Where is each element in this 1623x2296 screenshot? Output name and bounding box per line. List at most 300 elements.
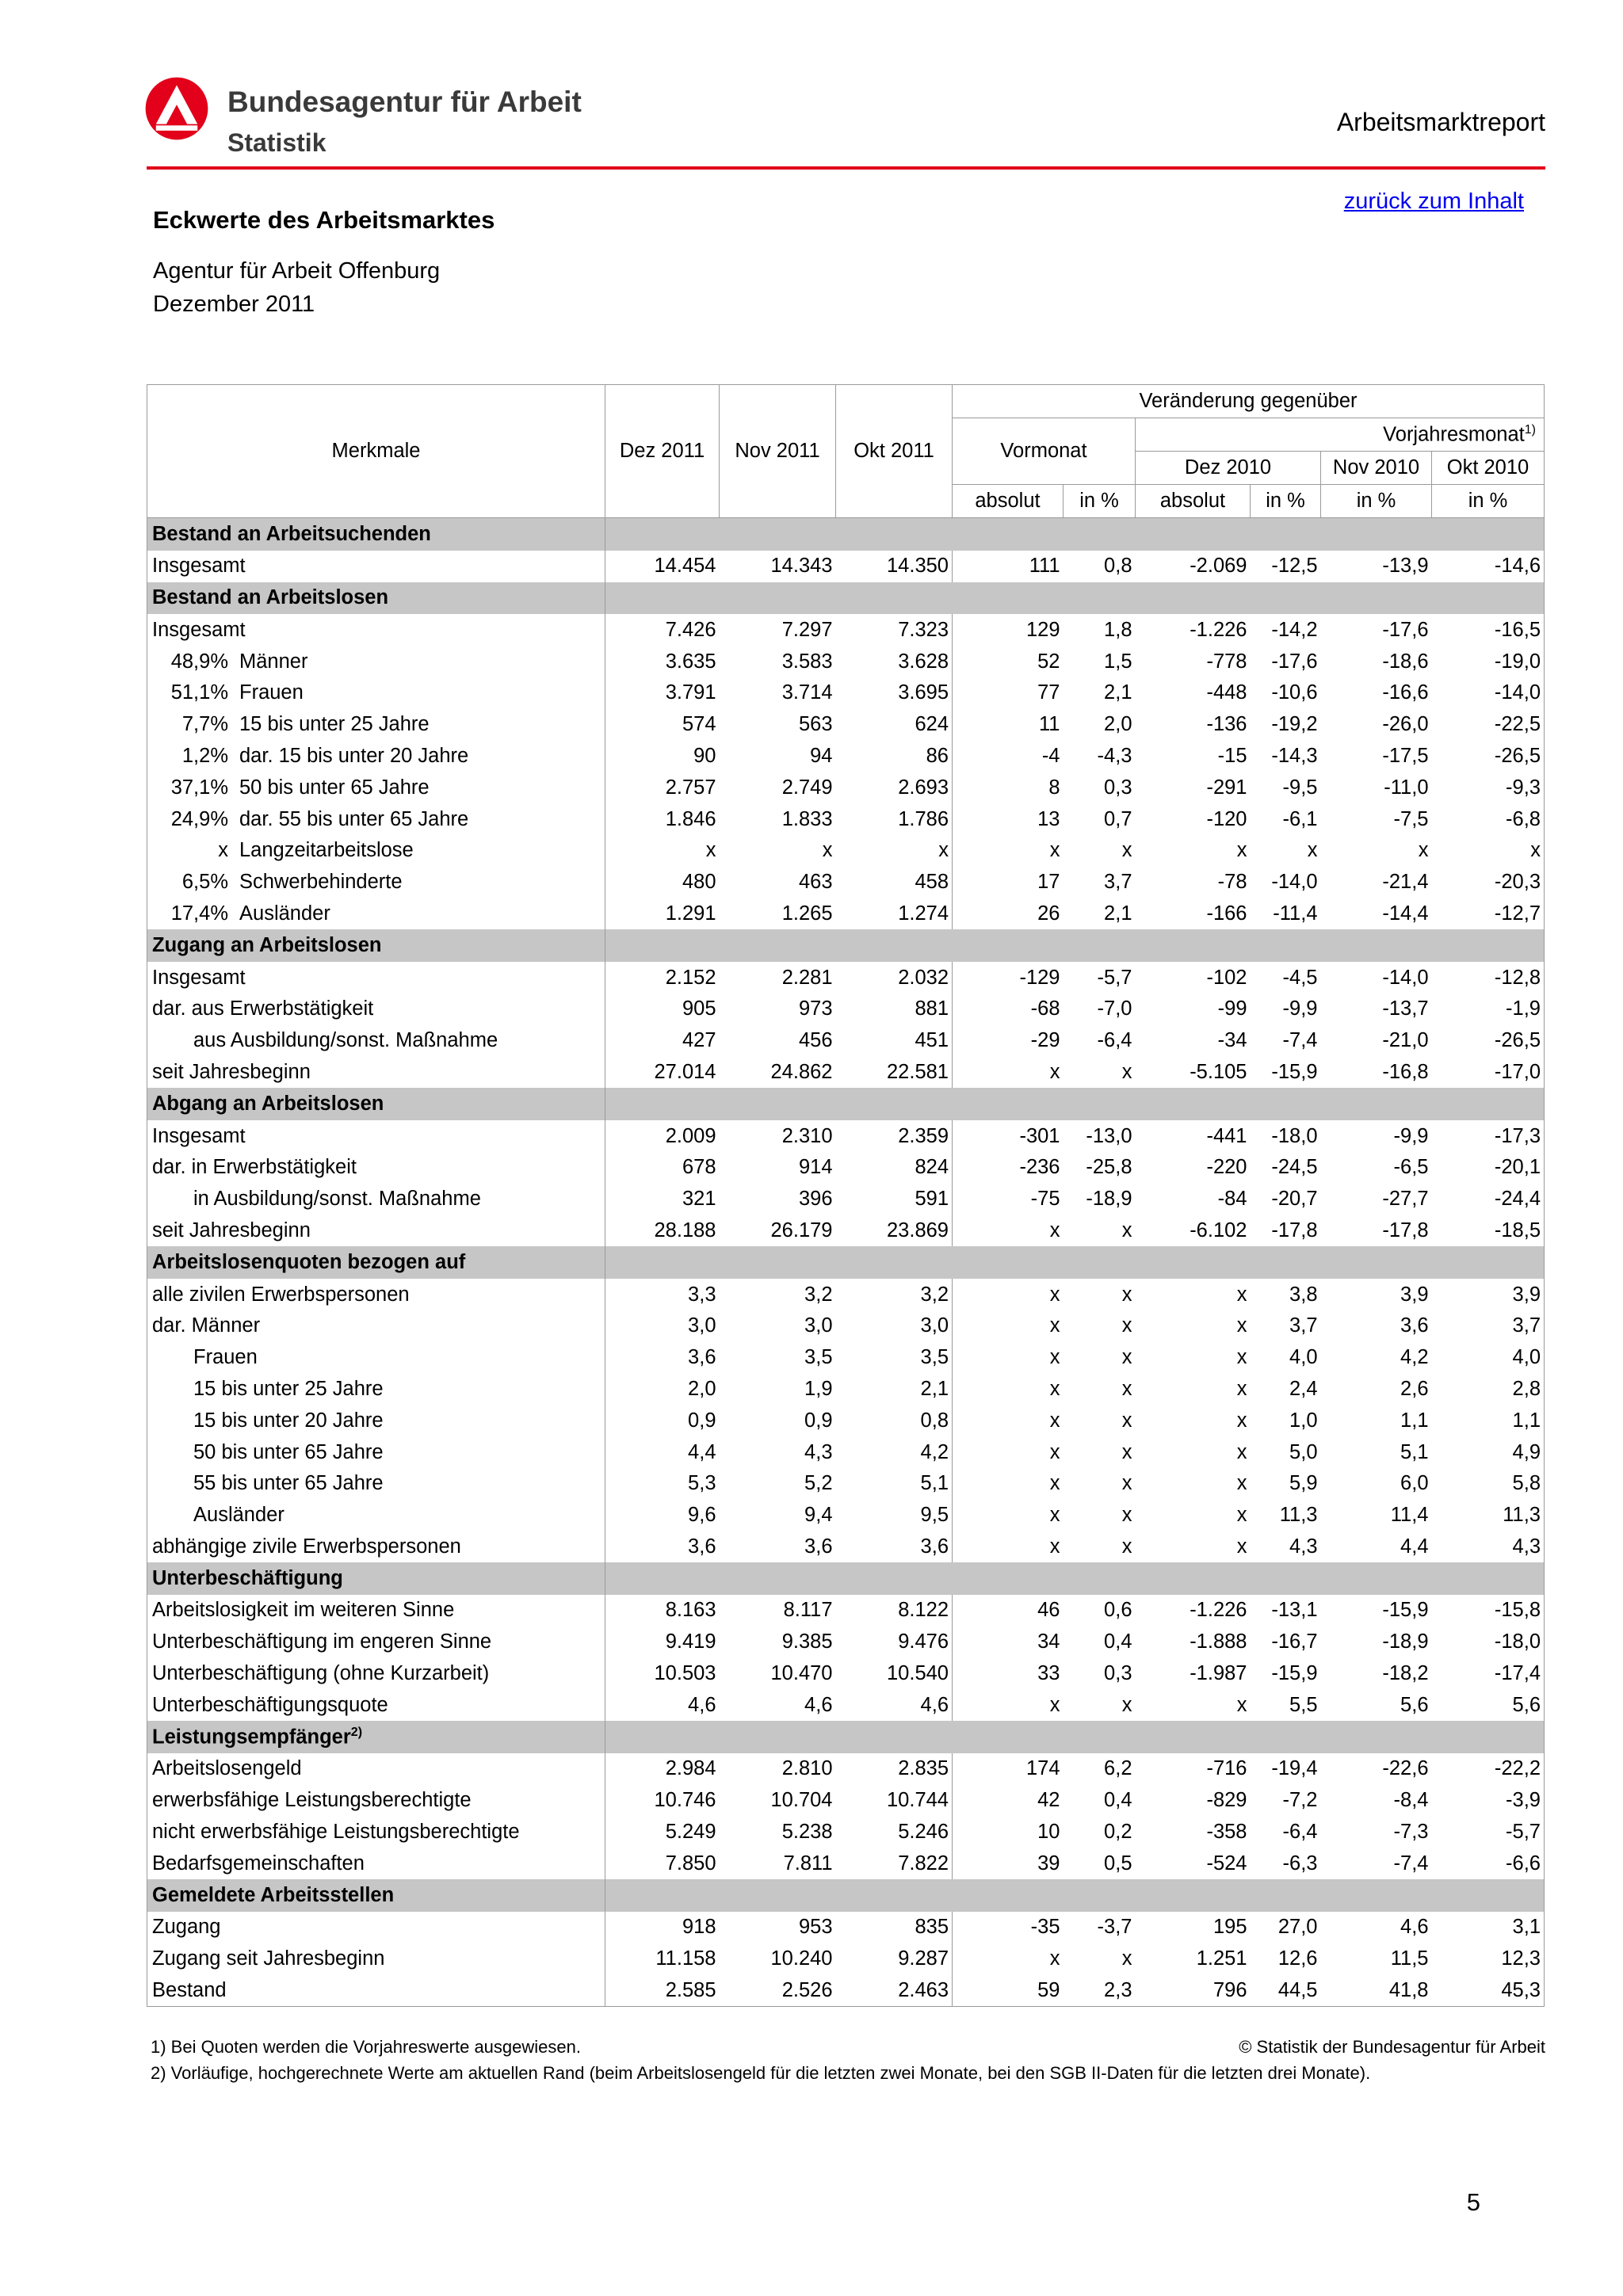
- value-cell: 4,3: [1512, 1535, 1541, 1558]
- value-cell: x: [953, 835, 1064, 867]
- row-label: Unterbeschäftigung (ohne Kurzarbeit): [152, 1662, 490, 1685]
- row-label-cell: [147, 1215, 605, 1247]
- value-cell: -15,9: [1382, 1599, 1429, 1622]
- value-cell: -27,7: [1382, 1188, 1429, 1211]
- table-row: [147, 614, 1545, 646]
- table-row: [147, 1342, 1545, 1374]
- value-cell: 4,6: [920, 1693, 949, 1716]
- header-nov2011: Nov 2011: [720, 385, 836, 518]
- value-cell: 0,3: [1104, 1662, 1132, 1685]
- value-cell: 2.281: [781, 966, 833, 989]
- value-cell: 4,2: [920, 1440, 949, 1463]
- value-cell: x: [1236, 1283, 1247, 1306]
- table-row: [147, 1120, 1545, 1152]
- value-cell: 26: [953, 898, 1064, 930]
- value-cell: -120: [1206, 807, 1247, 830]
- row-label-cell: [147, 803, 605, 835]
- value-cell: 3,6: [804, 1535, 833, 1558]
- value-cell: 129: [953, 614, 1064, 646]
- header-dez2010-pct: in %: [1251, 485, 1321, 518]
- row-label: 15 bis unter 20 Jahre: [193, 1409, 384, 1432]
- value-cell: 28.188: [654, 1219, 716, 1241]
- table-row: [147, 898, 1545, 930]
- value-cell: -9,9: [1282, 997, 1318, 1020]
- value-cell: 45,3: [1501, 1979, 1541, 2002]
- table-row: [147, 835, 1545, 867]
- table-row: [147, 867, 1545, 898]
- value-cell: 14.350: [887, 555, 949, 578]
- value-cell: 9.385: [781, 1630, 833, 1653]
- value-cell: x: [1121, 839, 1132, 862]
- value-cell: -14,0: [1382, 966, 1429, 989]
- section-title-cell: [147, 929, 605, 962]
- value-cell: -20,1: [1494, 1156, 1541, 1179]
- row-label: 15 bis unter 25 Jahre: [193, 1377, 384, 1400]
- value-cell: 2,3: [1104, 1979, 1132, 2002]
- value-cell: 1.846: [665, 807, 716, 830]
- section-header-row: [147, 929, 1545, 962]
- value-cell: 3,1: [1512, 1916, 1541, 1939]
- value-cell: -84: [1217, 1188, 1247, 1211]
- row-label: Langzeitarbeitslose: [239, 839, 414, 862]
- value-cell: 10.744: [887, 1789, 949, 1812]
- row-label-cell: [147, 614, 605, 646]
- header-nov2010: Nov 2010: [1321, 452, 1432, 485]
- value-cell: -17,8: [1382, 1219, 1429, 1241]
- row-label-cell: [147, 1975, 605, 2007]
- section-filler: [605, 518, 1545, 551]
- value-cell: -21,4: [1382, 871, 1429, 894]
- section-title-text: Abgang an Arbeitslosen: [152, 1093, 384, 1116]
- table-row: [147, 1627, 1545, 1658]
- value-cell: 3.695: [898, 681, 949, 704]
- value-cell: 9,4: [804, 1504, 833, 1527]
- value-cell: 3.791: [665, 681, 716, 704]
- value-cell: -17,6: [1382, 618, 1429, 641]
- value-cell: -17,5: [1382, 744, 1429, 767]
- section-filler: [605, 929, 1545, 962]
- value-cell: 59: [953, 1975, 1064, 2007]
- copyright: © Statistik der Bundesagentur für Arbeit: [1239, 2037, 1545, 2057]
- value-cell: 4,4: [1400, 1535, 1429, 1558]
- value-cell: 2.749: [781, 776, 833, 799]
- row-label-cell: [147, 1753, 605, 1785]
- section-title-cell: [147, 1721, 605, 1753]
- table-row: [147, 741, 1545, 772]
- row-label-cell: [147, 646, 605, 677]
- value-cell: 2,4: [1289, 1377, 1318, 1400]
- value-cell: -29: [953, 1025, 1064, 1057]
- header-dez2010: Dez 2010: [1136, 452, 1321, 485]
- value-cell: 7.811: [783, 1852, 833, 1875]
- value-cell: 1.833: [781, 807, 833, 830]
- row-label: Ausländer: [193, 1504, 285, 1527]
- value-cell: 5.238: [781, 1821, 833, 1844]
- value-cell: 5,2: [804, 1472, 833, 1495]
- row-label: erwerbsfähige Leistungsberechtigte: [152, 1789, 472, 1812]
- header-okt2011: Okt 2011: [836, 385, 953, 518]
- row-label-cell: [147, 1310, 605, 1342]
- section-title-text: Zugang an Arbeitslosen: [152, 934, 382, 957]
- value-cell: -22,5: [1494, 713, 1541, 736]
- table-row: [147, 1436, 1545, 1468]
- value-cell: -18,2: [1382, 1662, 1429, 1685]
- value-cell: 4,9: [1512, 1440, 1541, 1463]
- value-cell: 2.463: [898, 1979, 949, 2002]
- value-cell: x: [938, 839, 949, 862]
- value-cell: 10.746: [654, 1789, 716, 1812]
- org-name: Bundesagentur für Arbeit: [227, 86, 582, 118]
- row-label: Bedarfsgemeinschaften: [152, 1852, 365, 1875]
- value-cell: 23.869: [887, 1219, 949, 1241]
- share-percent: 7,7%: [181, 713, 228, 736]
- value-cell: 1.786: [898, 807, 949, 830]
- value-cell: -12,8: [1494, 966, 1541, 989]
- value-cell: 9,5: [920, 1504, 949, 1527]
- value-cell: 5,6: [1512, 1693, 1541, 1716]
- row-label: Schwerbehinderte: [239, 871, 403, 894]
- value-cell: -99: [1217, 997, 1247, 1020]
- value-cell: -22,6: [1382, 1757, 1429, 1780]
- value-cell: 591: [915, 1188, 949, 1211]
- share-percent: 1,2%: [181, 744, 228, 767]
- table-row: [147, 1500, 1545, 1531]
- value-cell: 10.503: [654, 1662, 716, 1685]
- row-label-cell: [147, 1658, 605, 1690]
- table-row: [147, 1057, 1545, 1089]
- value-cell: -220: [1206, 1156, 1247, 1179]
- share-percent: 51,1%: [170, 681, 228, 704]
- value-cell: 321: [682, 1188, 716, 1211]
- value-cell: 3,5: [804, 1346, 833, 1369]
- value-cell: -13,1: [1271, 1599, 1318, 1622]
- value-cell: 5.249: [665, 1821, 716, 1844]
- row-label: dar. aus Erwerbstätigkeit: [152, 997, 374, 1020]
- row-label: Frauen: [193, 1346, 258, 1369]
- value-cell: -6,1: [1282, 807, 1318, 830]
- value-cell: 11.158: [655, 1947, 716, 1970]
- value-cell: -829: [1206, 1789, 1247, 1812]
- section-title-cell: [147, 1246, 605, 1279]
- value-cell: 5,8: [1512, 1472, 1541, 1495]
- value-cell: 0,9: [688, 1409, 716, 1432]
- value-cell: 9.419: [665, 1630, 716, 1653]
- share-percent: 17,4%: [170, 902, 228, 925]
- table-row: [147, 551, 1545, 582]
- value-cell: -1.226: [1190, 618, 1247, 641]
- value-cell: 480: [682, 871, 716, 894]
- table-row: [147, 1689, 1545, 1721]
- value-cell: 5,9: [1289, 1472, 1318, 1495]
- value-cell: 427: [682, 1029, 716, 1052]
- value-cell: -14,2: [1271, 618, 1318, 641]
- table-row: [147, 1310, 1545, 1342]
- section-title-text: Bestand an Arbeitslosen: [152, 586, 389, 609]
- section-filler: [605, 1088, 1545, 1120]
- share-percent: 48,9%: [170, 650, 228, 673]
- row-label: Unterbeschäftigung im engeren Sinne: [152, 1630, 492, 1653]
- value-cell: 5,1: [920, 1472, 949, 1495]
- value-cell: -6,4: [1282, 1821, 1318, 1844]
- table-row: [147, 1184, 1545, 1215]
- report-title: Arbeitsmarktreport: [1336, 108, 1545, 136]
- value-cell: -358: [1206, 1821, 1247, 1844]
- value-cell: -10,6: [1271, 681, 1318, 704]
- value-cell: 1.291: [665, 902, 716, 925]
- row-label-cell: [147, 1436, 605, 1468]
- section-header-row: [147, 1088, 1545, 1120]
- value-cell: x: [1121, 1314, 1132, 1337]
- value-cell: 5,1: [1400, 1440, 1429, 1463]
- value-cell: -13,9: [1382, 555, 1429, 578]
- value-cell: 5,3: [688, 1472, 716, 1495]
- row-label: Insgesamt: [152, 1124, 246, 1147]
- row-label: 50 bis unter 65 Jahre: [239, 776, 430, 799]
- value-cell: -1.987: [1190, 1662, 1247, 1685]
- value-cell: 34: [953, 1627, 1064, 1658]
- header-rule: [147, 166, 1545, 170]
- value-cell: 1,8: [1104, 618, 1132, 641]
- row-label: Frauen: [239, 681, 304, 704]
- value-cell: 11,4: [1390, 1504, 1429, 1527]
- value-cell: x: [1236, 1535, 1247, 1558]
- row-label-cell: [147, 709, 605, 741]
- value-cell: -78: [1217, 871, 1247, 894]
- value-cell: 52: [953, 646, 1064, 677]
- value-cell: x: [1236, 1409, 1247, 1432]
- value-cell: x: [1121, 1377, 1132, 1400]
- header-vormonat-absolut: absolut: [953, 485, 1064, 518]
- value-cell: 11,3: [1503, 1504, 1541, 1527]
- value-cell: 563: [798, 713, 833, 736]
- table-row: [147, 772, 1545, 803]
- row-label-cell: [147, 1342, 605, 1374]
- value-cell: 0,2: [1104, 1821, 1132, 1844]
- row-label: Unterbeschäftigungsquote: [152, 1693, 388, 1716]
- value-cell: -11,4: [1273, 902, 1318, 925]
- value-cell: 13: [953, 803, 1064, 835]
- value-cell: -6,8: [1506, 807, 1541, 830]
- value-cell: -778: [1206, 650, 1247, 673]
- value-cell: 2.810: [781, 1757, 833, 1780]
- value-cell: -14,6: [1494, 555, 1541, 578]
- row-label: alle zivilen Erwerbspersonen: [152, 1283, 410, 1306]
- value-cell: 0,7: [1104, 807, 1132, 830]
- page-number: 5: [1466, 2188, 1480, 2216]
- value-cell: -11,0: [1384, 776, 1429, 799]
- row-label-cell: [147, 1785, 605, 1817]
- value-cell: 10.704: [770, 1789, 833, 1812]
- value-cell: 3,6: [688, 1535, 716, 1558]
- value-cell: -8,4: [1393, 1789, 1429, 1812]
- value-cell: -12,7: [1494, 902, 1541, 925]
- value-cell: 4,6: [688, 1693, 716, 1716]
- value-cell: -5,7: [1097, 966, 1132, 989]
- value-cell: x: [953, 1436, 1064, 1468]
- row-label-cell: [147, 867, 605, 898]
- value-cell: 11: [953, 709, 1064, 741]
- value-cell: 42: [953, 1785, 1064, 1817]
- value-cell: -15,8: [1494, 1599, 1541, 1622]
- header-okt2010: Okt 2010: [1432, 452, 1545, 485]
- table-row: [147, 1912, 1545, 1943]
- value-cell: 41,8: [1388, 1979, 1429, 2002]
- table-row: [147, 1943, 1545, 1975]
- value-cell: 624: [915, 713, 949, 736]
- labour-market-table: [147, 384, 1545, 2007]
- value-cell: -75: [953, 1184, 1064, 1215]
- section-filler: [605, 1721, 1545, 1753]
- table-row: [147, 1817, 1545, 1848]
- row-label-cell: [147, 1531, 605, 1563]
- section-title-text: Leistungsempfänger: [152, 1726, 351, 1749]
- value-cell: -7,0: [1097, 997, 1132, 1020]
- header-vorjahresmonat: Vorjahresmonat$^{1)}$: [1136, 418, 1545, 452]
- value-cell: x: [953, 1310, 1064, 1342]
- row-label-cell: [147, 1057, 605, 1089]
- value-cell: -19,0: [1494, 650, 1541, 673]
- section-title-cell: [147, 1879, 605, 1912]
- value-cell: 914: [798, 1156, 833, 1179]
- value-cell: 678: [682, 1156, 716, 1179]
- value-cell: 5,0: [1289, 1440, 1318, 1463]
- value-cell: x: [1236, 1504, 1247, 1527]
- back-to-contents-link[interactable]: zurück zum Inhalt: [1343, 189, 1524, 214]
- value-cell: 5.246: [898, 1821, 949, 1844]
- value-cell: x: [953, 1689, 1064, 1721]
- value-cell: 2.835: [898, 1757, 949, 1780]
- value-cell: 0,9: [804, 1409, 833, 1432]
- value-cell: 3,0: [920, 1314, 949, 1337]
- section-filler: [605, 1879, 1545, 1912]
- section-filler: [605, 1246, 1545, 1279]
- row-label-cell: [147, 1025, 605, 1057]
- footnote-ref: 2): [350, 1725, 363, 1739]
- section-header-row: [147, 582, 1545, 615]
- value-cell: 12,6: [1277, 1947, 1318, 1970]
- value-cell: -716: [1206, 1757, 1247, 1780]
- value-cell: 33: [953, 1658, 1064, 1690]
- value-cell: 6,0: [1400, 1472, 1429, 1495]
- value-cell: 3,6: [920, 1535, 949, 1558]
- value-cell: -20,7: [1271, 1188, 1318, 1211]
- value-cell: 3,6: [1400, 1314, 1429, 1337]
- row-label: dar. 55 bis unter 65 Jahre: [239, 807, 469, 830]
- row-label: aus Ausbildung/sonst. Maßnahme: [193, 1029, 498, 1052]
- value-cell: 4,3: [1289, 1535, 1318, 1558]
- value-cell: 8.122: [898, 1599, 949, 1622]
- table-row: [147, 1753, 1545, 1785]
- value-cell: -26,5: [1494, 744, 1541, 767]
- value-cell: 5,6: [1400, 1693, 1429, 1716]
- value-cell: 0,8: [1104, 555, 1132, 578]
- value-cell: -12,5: [1271, 555, 1318, 578]
- ba-logo-icon: [144, 76, 209, 141]
- value-cell: x: [1236, 1377, 1247, 1400]
- value-cell: -4: [953, 741, 1064, 772]
- row-label-cell: [147, 994, 605, 1025]
- value-cell: x: [1418, 839, 1429, 862]
- value-cell: 94: [810, 744, 833, 767]
- value-cell: 835: [915, 1916, 949, 1939]
- table-row: [147, 709, 1545, 741]
- value-cell: 1,9: [804, 1377, 833, 1400]
- value-cell: 3,3: [688, 1283, 716, 1306]
- value-cell: -7,3: [1393, 1821, 1429, 1844]
- section-title-cell: [147, 1562, 605, 1595]
- row-label: Arbeitslosigkeit im weiteren Sinne: [152, 1599, 455, 1622]
- row-label: in Ausbildung/sonst. Maßnahme: [193, 1188, 481, 1211]
- value-cell: 451: [915, 1029, 949, 1052]
- row-label: Insgesamt: [152, 618, 246, 641]
- value-cell: 12,3: [1501, 1947, 1541, 1970]
- value-cell: 44,5: [1277, 1979, 1318, 2002]
- value-cell: 10.470: [770, 1662, 833, 1685]
- row-label: Ausländer: [239, 902, 330, 925]
- value-cell: 3,2: [920, 1283, 949, 1306]
- footnote-2: 2) Vorläufige, hochgerechnete Werte am aktuellen Rand (beim Arbeitslosengeld für die letzten zwei Monate, bei den SGB II-Daten für die letzten drei Monate).: [151, 2063, 1371, 2083]
- value-cell: -9,3: [1506, 776, 1541, 799]
- value-cell: 3,2: [804, 1283, 833, 1306]
- value-cell: 8.163: [665, 1599, 716, 1622]
- value-cell: 39: [953, 1848, 1064, 1879]
- value-cell: 2.693: [898, 776, 949, 799]
- value-cell: -15,9: [1271, 1060, 1318, 1083]
- value-cell: 2.585: [665, 1979, 716, 2002]
- row-label: Insgesamt: [152, 966, 246, 989]
- row-label: Männer: [239, 650, 308, 673]
- value-cell: -136: [1206, 713, 1247, 736]
- value-cell: 2.152: [665, 966, 716, 989]
- value-cell: -6,6: [1506, 1852, 1541, 1875]
- row-label-cell: [147, 1184, 605, 1215]
- header-merkmale: Merkmale: [147, 385, 605, 518]
- value-cell: 2.009: [665, 1124, 716, 1147]
- value-cell: 918: [682, 1916, 716, 1939]
- value-cell: -9,9: [1393, 1124, 1429, 1147]
- value-cell: x: [953, 1342, 1064, 1374]
- value-cell: -26,5: [1494, 1029, 1541, 1052]
- share-percent: x: [218, 839, 228, 862]
- value-cell: 796: [1212, 1979, 1247, 2002]
- value-cell: x: [1121, 1693, 1132, 1716]
- value-cell: -18,5: [1494, 1219, 1541, 1241]
- value-cell: 953: [798, 1916, 833, 1939]
- row-label: dar. in Erwerbstätigkeit: [152, 1156, 357, 1179]
- value-cell: -102: [1206, 966, 1247, 989]
- value-cell: -21,0: [1382, 1029, 1429, 1052]
- value-cell: 881: [915, 997, 949, 1020]
- header-veraenderung: Veränderung gegenüber: [953, 385, 1545, 418]
- value-cell: -441: [1206, 1124, 1247, 1147]
- row-label-cell: [147, 1500, 605, 1531]
- value-cell: 2.310: [781, 1124, 833, 1147]
- value-cell: 14.454: [654, 555, 716, 578]
- value-cell: -16,5: [1494, 618, 1541, 641]
- value-cell: 77: [953, 677, 1064, 709]
- value-cell: 5,5: [1289, 1693, 1318, 1716]
- value-cell: 8: [953, 772, 1064, 803]
- value-cell: x: [1121, 1060, 1132, 1083]
- value-cell: 111: [953, 551, 1064, 582]
- value-cell: 973: [798, 997, 833, 1020]
- table-row: [147, 1405, 1545, 1436]
- value-cell: -16,6: [1382, 681, 1429, 704]
- value-cell: 174: [953, 1753, 1064, 1785]
- value-cell: -24,5: [1271, 1156, 1318, 1179]
- value-cell: -13,7: [1382, 997, 1429, 1020]
- table-row: [147, 1658, 1545, 1690]
